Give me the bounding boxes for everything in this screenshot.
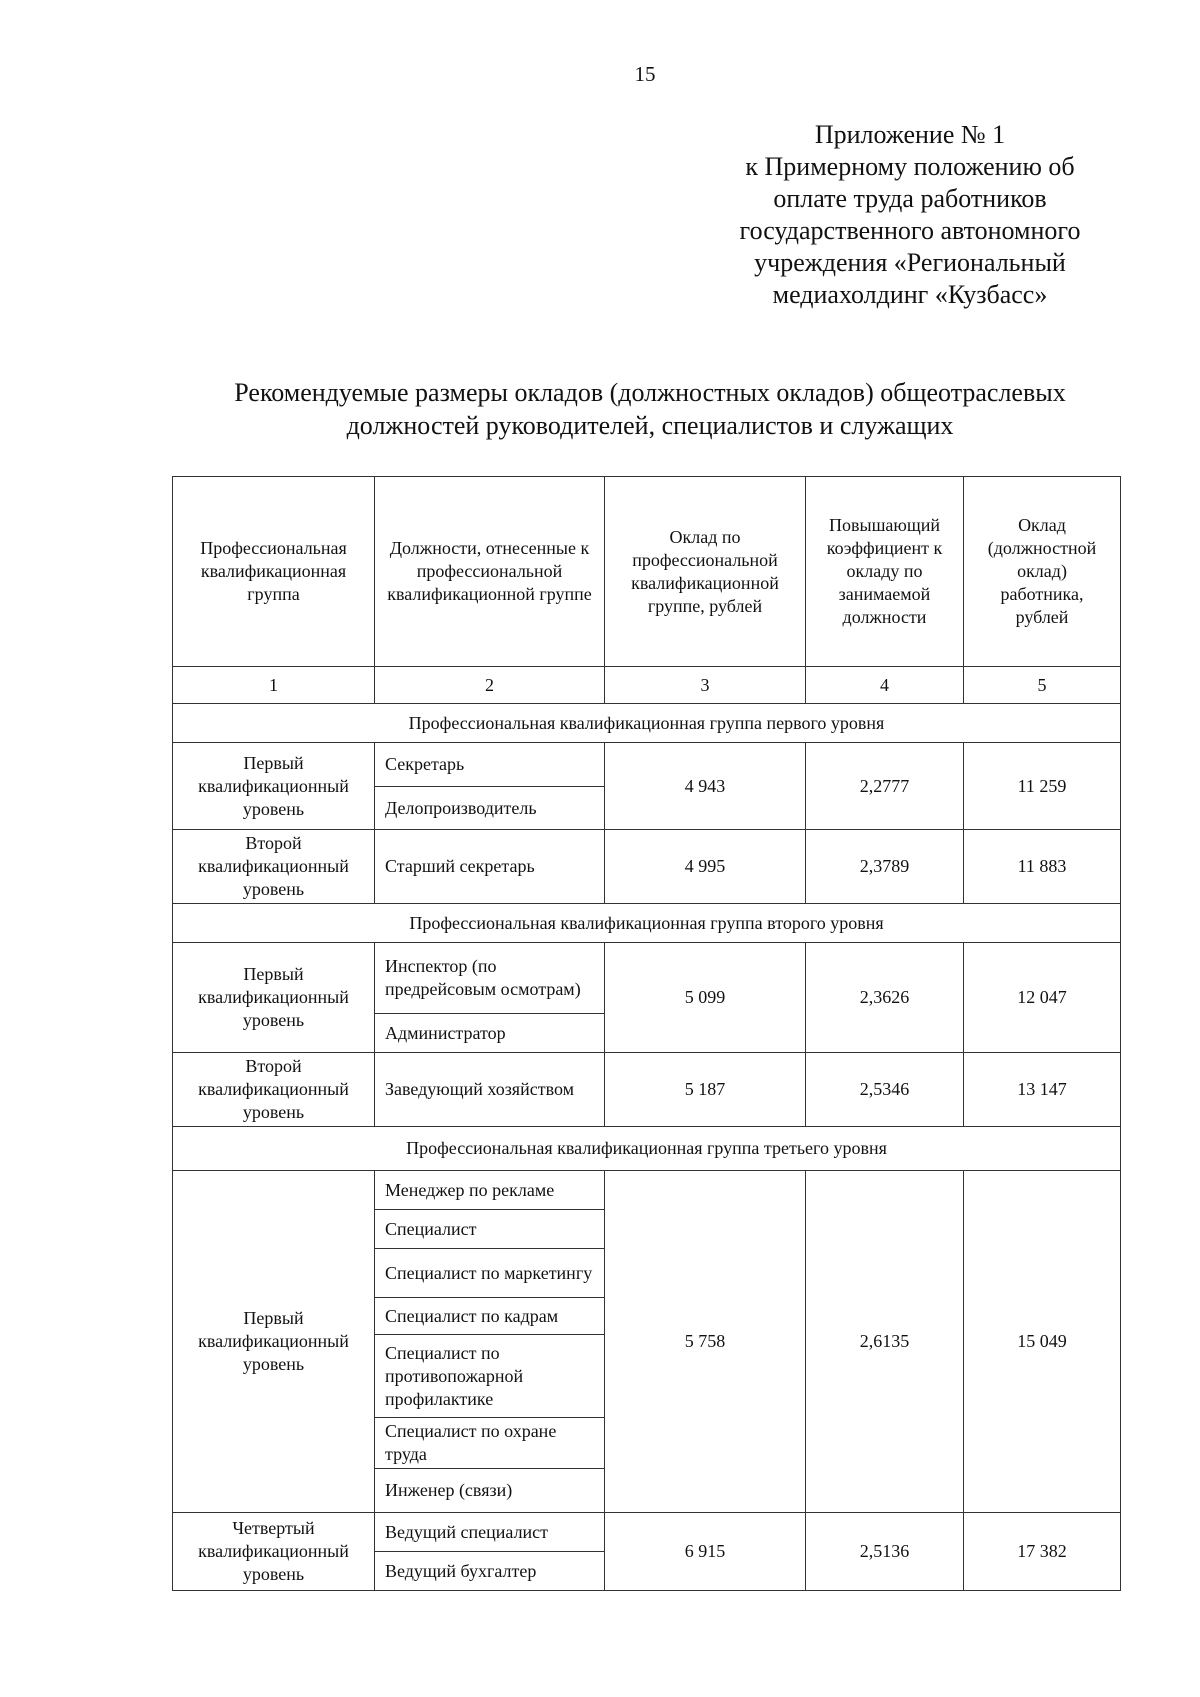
position-cell: Специалист по охране труда <box>375 1418 605 1469</box>
position-cell: Инженер (связи) <box>375 1469 605 1513</box>
group-title-row <box>173 1127 1121 1171</box>
position-cell: Инспектор (по предрейсовым осмотрам) <box>375 943 605 1014</box>
group-title-row <box>173 704 1121 743</box>
salary-cell: 6 915 <box>605 1513 806 1591</box>
appendix-line: учреждения «Региональный <box>754 248 1066 277</box>
appendix-line: Приложение № 1 <box>814 120 1006 149</box>
group-title: Профессиональная квалификационная группа первого уровня <box>173 704 1121 743</box>
table-row <box>173 1171 1121 1210</box>
document-title <box>150 376 1150 442</box>
total-salary-cell: 11 259 <box>964 743 1121 830</box>
group-title: Профессиональная квалификационная группа третьего уровня <box>173 1127 1121 1171</box>
salary-cell: 5 758 <box>605 1171 806 1513</box>
column-header: Оклад по профессиональной квалификационной группе, рублей <box>605 477 806 667</box>
qualification-level: Первый квалификационный уровень <box>173 743 375 830</box>
qualification-level: Четвертый квалификационный уровень <box>173 1513 375 1591</box>
position-cell: Ведущий бухгалтер <box>375 1552 605 1591</box>
column-header: Оклад (должностной оклад) работника, рублей <box>964 477 1121 667</box>
column-number: 1 <box>173 667 375 704</box>
qualification-level: Первый квалификационный уровень <box>173 943 375 1053</box>
qualification-level: Первый квалификационный уровень <box>173 1171 375 1513</box>
table-row <box>173 830 1121 904</box>
group-title: Профессиональная квалификационная группа второго уровня <box>173 904 1121 943</box>
qualification-level: Второй квалификационный уровень <box>173 830 375 904</box>
appendix-line: государственного автономного <box>739 216 1081 245</box>
total-salary-cell: 15 049 <box>964 1171 1121 1513</box>
coefficient-cell: 2,3626 <box>806 943 964 1053</box>
column-number-row <box>173 667 1121 704</box>
salary-cell: 5 187 <box>605 1053 806 1127</box>
appendix-line: оплате труда работников <box>773 184 1047 213</box>
appendix-header <box>700 119 1120 311</box>
salary-cell: 5 099 <box>605 943 806 1053</box>
column-number: 3 <box>605 667 806 704</box>
position-cell: Специалист <box>375 1210 605 1249</box>
coefficient-cell: 2,6135 <box>806 1171 964 1513</box>
position-cell: Администратор <box>375 1014 605 1053</box>
position-cell: Ведущий специалист <box>375 1513 605 1552</box>
coefficient-cell: 2,5136 <box>806 1513 964 1591</box>
position-cell: Секретарь <box>375 743 605 787</box>
position-cell: Специалист по противопожарной профилактике <box>375 1335 605 1418</box>
table-row <box>173 943 1121 1014</box>
coefficient-cell: 2,3789 <box>806 830 964 904</box>
position-cell: Заведующий хозяйством <box>375 1053 605 1127</box>
position-cell: Специалист по маркетингу <box>375 1249 605 1298</box>
appendix-line: к Примерному положению об <box>745 152 1075 181</box>
total-salary-cell: 13 147 <box>964 1053 1121 1127</box>
column-header: Повышающий коэффициент к окладу по занимаемой должности <box>806 477 964 667</box>
page-number: 15 <box>634 62 656 86</box>
salary-cell: 4 943 <box>605 743 806 830</box>
title-line: Рекомендуемые размеры окладов (должностных окладов) общеотраслевых <box>234 378 1066 407</box>
column-header: Должности, отнесенные к профессиональной квалификационной группе <box>375 477 605 667</box>
position-cell: Специалист по кадрам <box>375 1298 605 1335</box>
position-cell: Делопроизводитель <box>375 787 605 830</box>
table-row <box>173 743 1121 787</box>
column-number: 5 <box>964 667 1121 704</box>
table-header-row <box>173 477 1121 667</box>
column-number: 2 <box>375 667 605 704</box>
position-cell: Старший секретарь <box>375 830 605 904</box>
table-row <box>173 1053 1121 1127</box>
total-salary-cell: 12 047 <box>964 943 1121 1053</box>
group-title-row <box>173 904 1121 943</box>
salary-cell: 4 995 <box>605 830 806 904</box>
total-salary-cell: 17 382 <box>964 1513 1121 1591</box>
salary-table <box>172 476 1121 1591</box>
column-number: 4 <box>806 667 964 704</box>
appendix-line: медиахолдинг «Кузбасс» <box>772 280 1048 309</box>
position-cell: Менеджер по рекламе <box>375 1171 605 1210</box>
coefficient-cell: 2,5346 <box>806 1053 964 1127</box>
qualification-level: Второй квалификационный уровень <box>173 1053 375 1127</box>
total-salary-cell: 11 883 <box>964 830 1121 904</box>
table-row <box>173 1513 1121 1552</box>
coefficient-cell: 2,2777 <box>806 743 964 830</box>
column-header: Профессиональная квалификационная группа <box>173 477 375 667</box>
title-line: должностей руководителей, специалистов и служащих <box>346 411 954 440</box>
